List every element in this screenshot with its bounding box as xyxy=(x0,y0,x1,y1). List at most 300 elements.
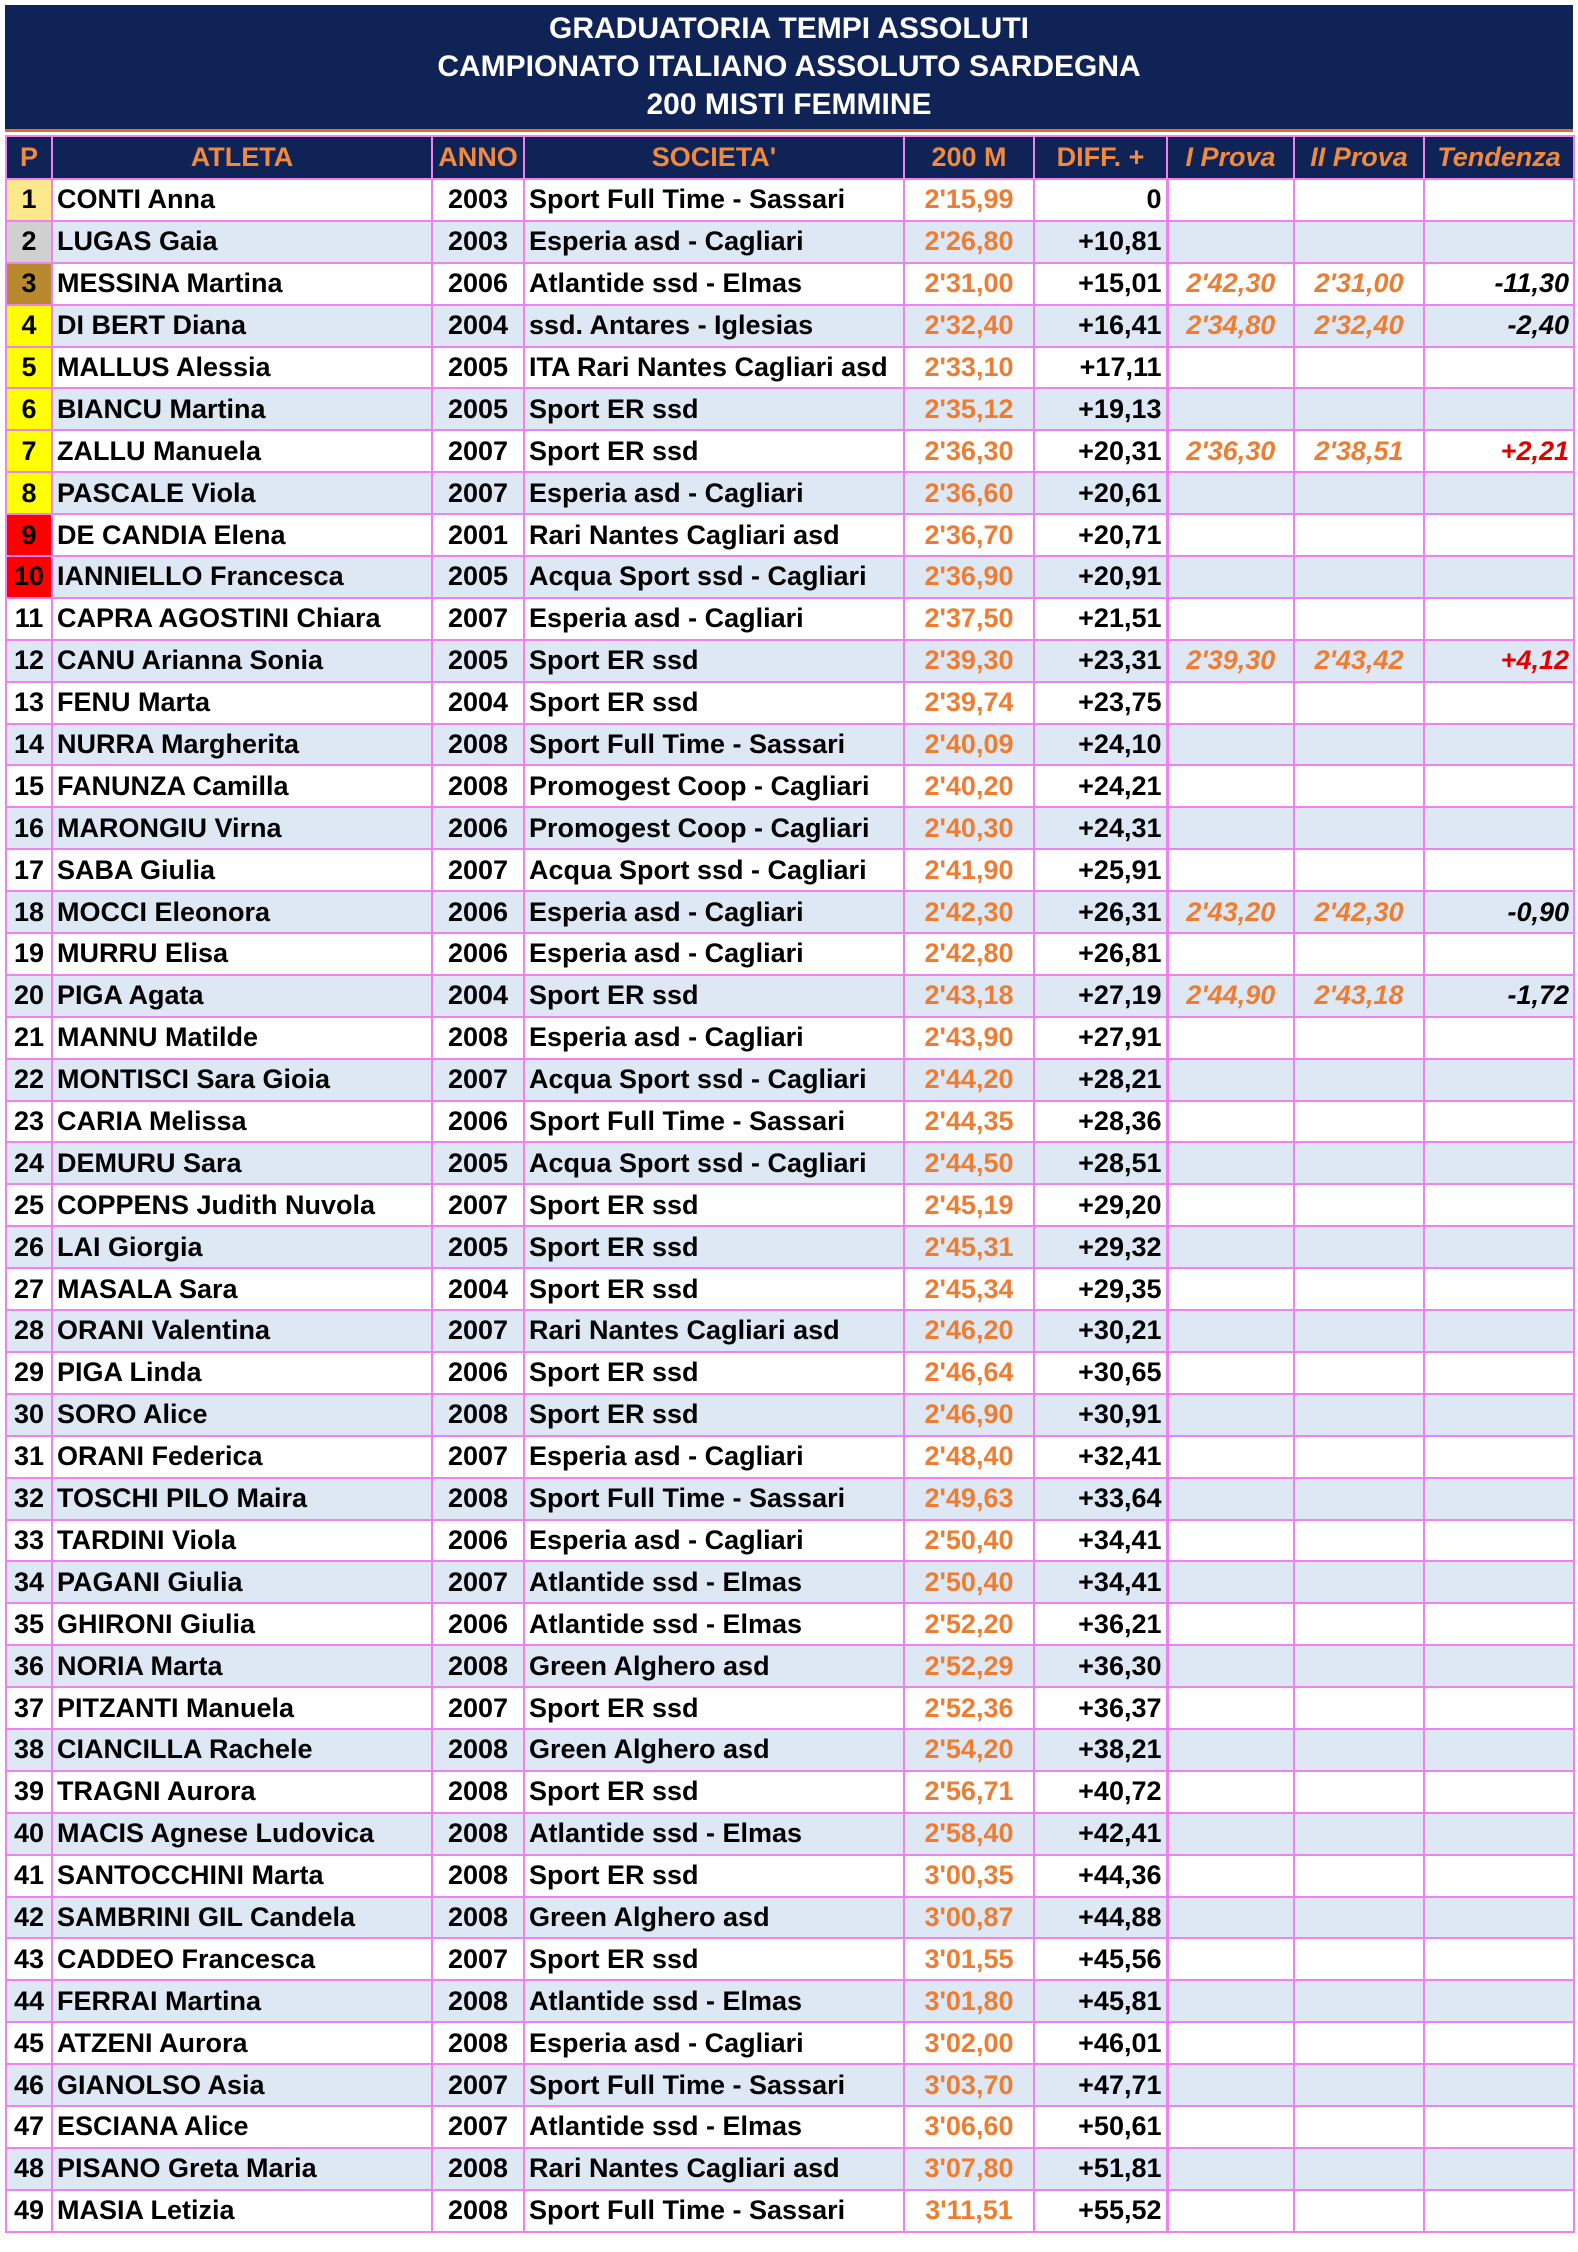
cell-athlete: ATZENI Aurora xyxy=(52,2022,432,2064)
cell-trend xyxy=(1424,1017,1574,1059)
cell-time: 2'32,40 xyxy=(904,305,1034,347)
cell-trend xyxy=(1424,2190,1574,2232)
table-row xyxy=(6,2022,1574,2064)
cell-society: Atlantide ssd - Elmas xyxy=(524,1980,904,2022)
cell-trend xyxy=(1424,2064,1574,2106)
cell-trend xyxy=(1424,765,1574,807)
cell-athlete: CARIA Melissa xyxy=(52,1101,432,1143)
cell-second-trial xyxy=(1294,849,1424,891)
cell-second-trial xyxy=(1294,514,1424,556)
cell-position: 9 xyxy=(6,514,52,556)
cell-time: 3'00,35 xyxy=(904,1855,1034,1897)
cell-year: 2006 xyxy=(432,1101,524,1143)
cell-diff: +45,56 xyxy=(1034,1938,1167,1980)
cell-second-trial xyxy=(1294,2148,1424,2190)
cell-athlete: DI BERT Diana xyxy=(52,305,432,347)
cell-time: 2'39,30 xyxy=(904,640,1034,682)
cell-diff: +24,21 xyxy=(1034,765,1167,807)
cell-athlete: CANU Arianna Sonia xyxy=(52,640,432,682)
cell-year: 2007 xyxy=(432,2106,524,2148)
cell-diff: +28,51 xyxy=(1034,1142,1167,1184)
cell-athlete: DE CANDIA Elena xyxy=(52,514,432,556)
cell-society: ssd. Antares - Iglesias xyxy=(524,305,904,347)
cell-second-trial xyxy=(1294,1310,1424,1352)
cell-diff: +20,61 xyxy=(1034,472,1167,514)
cell-second-trial xyxy=(1294,1771,1424,1813)
cell-year: 2008 xyxy=(432,1394,524,1436)
cell-year: 2004 xyxy=(432,682,524,724)
table-row xyxy=(6,1855,1574,1897)
cell-society: Acqua Sport ssd - Cagliari xyxy=(524,1059,904,1101)
cell-society: Sport Full Time - Sassari xyxy=(524,1101,904,1143)
column-header-row xyxy=(6,136,1574,179)
cell-athlete: LUGAS Gaia xyxy=(52,221,432,263)
cell-society: Sport ER ssd xyxy=(524,1394,904,1436)
cell-trend: -2,40 xyxy=(1424,305,1574,347)
cell-athlete: MASIA Letizia xyxy=(52,2190,432,2232)
cell-diff: +46,01 xyxy=(1034,2022,1167,2064)
cell-position: 2 xyxy=(6,221,52,263)
cell-position: 13 xyxy=(6,682,52,724)
cell-trend xyxy=(1424,347,1574,389)
cell-second-trial xyxy=(1294,1184,1424,1226)
cell-year: 2004 xyxy=(432,975,524,1017)
cell-first-trial xyxy=(1167,849,1294,891)
cell-athlete: ORANI Valentina xyxy=(52,1310,432,1352)
cell-diff: +32,41 xyxy=(1034,1436,1167,1478)
cell-athlete: DEMURU Sara xyxy=(52,1142,432,1184)
cell-athlete: MURRU Elisa xyxy=(52,933,432,975)
cell-second-trial xyxy=(1294,682,1424,724)
cell-second-trial: 2'43,18 xyxy=(1294,975,1424,1017)
cell-time: 2'50,40 xyxy=(904,1561,1034,1603)
cell-year: 2007 xyxy=(432,1938,524,1980)
cell-second-trial xyxy=(1294,472,1424,514)
table-row xyxy=(6,765,1574,807)
cell-first-trial: 2'34,80 xyxy=(1167,305,1294,347)
cell-year: 2008 xyxy=(432,1478,524,1520)
cell-first-trial xyxy=(1167,807,1294,849)
cell-athlete: GHIRONI Giulia xyxy=(52,1603,432,1645)
cell-trend xyxy=(1424,1813,1574,1855)
table-row xyxy=(6,891,1574,933)
col-position: P xyxy=(6,136,52,179)
cell-position: 25 xyxy=(6,1184,52,1226)
sheet-header xyxy=(5,5,1573,132)
cell-diff: +28,21 xyxy=(1034,1059,1167,1101)
cell-year: 2008 xyxy=(432,2148,524,2190)
cell-time: 2'43,90 xyxy=(904,1017,1034,1059)
cell-athlete: SABA Giulia xyxy=(52,849,432,891)
cell-position: 37 xyxy=(6,1687,52,1729)
cell-athlete: ESCIANA Alice xyxy=(52,2106,432,2148)
cell-diff: +36,37 xyxy=(1034,1687,1167,1729)
cell-athlete: PASCALE Viola xyxy=(52,472,432,514)
table-row xyxy=(6,598,1574,640)
cell-society: Sport ER ssd xyxy=(524,1687,904,1729)
cell-year: 2004 xyxy=(432,305,524,347)
cell-society: ITA Rari Nantes Cagliari asd xyxy=(524,347,904,389)
cell-second-trial xyxy=(1294,1813,1424,1855)
cell-time: 2'37,50 xyxy=(904,598,1034,640)
table-row xyxy=(6,1645,1574,1687)
cell-trend xyxy=(1424,556,1574,598)
table-row xyxy=(6,1352,1574,1394)
cell-second-trial xyxy=(1294,221,1424,263)
cell-diff: +45,81 xyxy=(1034,1980,1167,2022)
cell-trend xyxy=(1424,1980,1574,2022)
cell-position: 15 xyxy=(6,765,52,807)
cell-society: Esperia asd - Cagliari xyxy=(524,1520,904,1562)
cell-athlete: MONTISCI Sara Gioia xyxy=(52,1059,432,1101)
cell-trend: -1,72 xyxy=(1424,975,1574,1017)
cell-time: 2'56,71 xyxy=(904,1771,1034,1813)
cell-society: Acqua Sport ssd - Cagliari xyxy=(524,556,904,598)
cell-year: 2001 xyxy=(432,514,524,556)
cell-society: Atlantide ssd - Elmas xyxy=(524,263,904,305)
cell-society: Sport Full Time - Sassari xyxy=(524,2190,904,2232)
cell-society: Atlantide ssd - Elmas xyxy=(524,1561,904,1603)
cell-athlete: TARDINI Viola xyxy=(52,1520,432,1562)
cell-society: Sport ER ssd xyxy=(524,1184,904,1226)
cell-time: 3'03,70 xyxy=(904,2064,1034,2106)
cell-diff: +30,91 xyxy=(1034,1394,1167,1436)
cell-society: Rari Nantes Cagliari asd xyxy=(524,1310,904,1352)
cell-first-trial xyxy=(1167,1436,1294,1478)
cell-society: Esperia asd - Cagliari xyxy=(524,1017,904,1059)
cell-position: 21 xyxy=(6,1017,52,1059)
cell-time: 2'45,34 xyxy=(904,1268,1034,1310)
cell-year: 2006 xyxy=(432,933,524,975)
cell-first-trial xyxy=(1167,556,1294,598)
cell-society: Sport Full Time - Sassari xyxy=(524,724,904,766)
cell-year: 2007 xyxy=(432,598,524,640)
cell-first-trial xyxy=(1167,1771,1294,1813)
cell-athlete: MANNU Matilde xyxy=(52,1017,432,1059)
cell-first-trial xyxy=(1167,1520,1294,1562)
cell-trend xyxy=(1424,849,1574,891)
cell-trend xyxy=(1424,1603,1574,1645)
table-row xyxy=(6,556,1574,598)
cell-second-trial: 2'32,40 xyxy=(1294,305,1424,347)
cell-society: Sport ER ssd xyxy=(524,975,904,1017)
cell-athlete: PAGANI Giulia xyxy=(52,1561,432,1603)
cell-first-trial xyxy=(1167,2022,1294,2064)
cell-diff: +36,21 xyxy=(1034,1603,1167,1645)
cell-society: Green Alghero asd xyxy=(524,1897,904,1939)
cell-society: Sport Full Time - Sassari xyxy=(524,2064,904,2106)
table-row xyxy=(6,1729,1574,1771)
cell-trend xyxy=(1424,179,1574,221)
cell-diff: +27,19 xyxy=(1034,975,1167,1017)
cell-athlete: NURRA Margherita xyxy=(52,724,432,766)
cell-second-trial xyxy=(1294,2106,1424,2148)
cell-diff: +16,41 xyxy=(1034,305,1167,347)
cell-trend xyxy=(1424,2106,1574,2148)
cell-diff: +23,31 xyxy=(1034,640,1167,682)
cell-diff: +24,10 xyxy=(1034,724,1167,766)
cell-year: 2007 xyxy=(432,2064,524,2106)
cell-second-trial xyxy=(1294,765,1424,807)
cell-year: 2008 xyxy=(432,765,524,807)
cell-society: Acqua Sport ssd - Cagliari xyxy=(524,849,904,891)
cell-position: 26 xyxy=(6,1226,52,1268)
cell-time: 2'52,20 xyxy=(904,1603,1034,1645)
cell-first-trial xyxy=(1167,2148,1294,2190)
cell-first-trial xyxy=(1167,765,1294,807)
cell-second-trial xyxy=(1294,1855,1424,1897)
cell-time: 2'45,19 xyxy=(904,1184,1034,1226)
cell-second-trial xyxy=(1294,179,1424,221)
cell-athlete: LAI Giorgia xyxy=(52,1226,432,1268)
cell-time: 2'31,00 xyxy=(904,263,1034,305)
cell-position: 46 xyxy=(6,2064,52,2106)
cell-trend xyxy=(1424,1687,1574,1729)
cell-second-trial xyxy=(1294,388,1424,430)
cell-diff: +20,71 xyxy=(1034,514,1167,556)
cell-time: 2'39,74 xyxy=(904,682,1034,724)
cell-time: 2'42,80 xyxy=(904,933,1034,975)
cell-position: 18 xyxy=(6,891,52,933)
cell-second-trial xyxy=(1294,807,1424,849)
cell-trend xyxy=(1424,1184,1574,1226)
cell-second-trial xyxy=(1294,724,1424,766)
cell-year: 2006 xyxy=(432,1520,524,1562)
cell-second-trial xyxy=(1294,1938,1424,1980)
cell-second-trial xyxy=(1294,1352,1424,1394)
cell-athlete: GIANOLSO Asia xyxy=(52,2064,432,2106)
cell-first-trial xyxy=(1167,1226,1294,1268)
table-row xyxy=(6,1897,1574,1939)
table-row xyxy=(6,849,1574,891)
cell-year: 2007 xyxy=(432,849,524,891)
table-row xyxy=(6,2064,1574,2106)
cell-first-trial xyxy=(1167,1645,1294,1687)
cell-second-trial xyxy=(1294,598,1424,640)
table-row xyxy=(6,388,1574,430)
cell-first-trial: 2'42,30 xyxy=(1167,263,1294,305)
cell-first-trial xyxy=(1167,1142,1294,1184)
cell-trend xyxy=(1424,1059,1574,1101)
cell-year: 2004 xyxy=(432,1268,524,1310)
cell-second-trial xyxy=(1294,1268,1424,1310)
cell-position: 23 xyxy=(6,1101,52,1143)
cell-first-trial xyxy=(1167,2106,1294,2148)
cell-trend xyxy=(1424,2022,1574,2064)
cell-position: 31 xyxy=(6,1436,52,1478)
cell-second-trial: 2'31,00 xyxy=(1294,263,1424,305)
cell-time: 2'26,80 xyxy=(904,221,1034,263)
cell-second-trial xyxy=(1294,556,1424,598)
table-row xyxy=(6,1394,1574,1436)
cell-society: Sport Full Time - Sassari xyxy=(524,1478,904,1520)
cell-trend: -0,90 xyxy=(1424,891,1574,933)
cell-year: 2003 xyxy=(432,179,524,221)
cell-second-trial xyxy=(1294,2022,1424,2064)
table-row xyxy=(6,1603,1574,1645)
cell-time: 3'02,00 xyxy=(904,2022,1034,2064)
cell-athlete: ORANI Federica xyxy=(52,1436,432,1478)
cell-time: 3'07,80 xyxy=(904,2148,1034,2190)
cell-trend: -11,30 xyxy=(1424,263,1574,305)
cell-second-trial xyxy=(1294,1729,1424,1771)
cell-first-trial xyxy=(1167,1561,1294,1603)
cell-second-trial xyxy=(1294,1394,1424,1436)
table-row xyxy=(6,640,1574,682)
cell-diff: +27,91 xyxy=(1034,1017,1167,1059)
cell-society: Rari Nantes Cagliari asd xyxy=(524,514,904,556)
cell-position: 8 xyxy=(6,472,52,514)
cell-time: 2'50,40 xyxy=(904,1520,1034,1562)
cell-first-trial: 2'43,20 xyxy=(1167,891,1294,933)
cell-first-trial: 2'36,30 xyxy=(1167,430,1294,472)
cell-second-trial xyxy=(1294,1520,1424,1562)
table-row xyxy=(6,1142,1574,1184)
cell-trend xyxy=(1424,1310,1574,1352)
cell-time: 2'36,90 xyxy=(904,556,1034,598)
table-row xyxy=(6,1520,1574,1562)
cell-first-trial xyxy=(1167,1855,1294,1897)
cell-athlete: PITZANTI Manuela xyxy=(52,1687,432,1729)
cell-athlete: CADDEO Francesca xyxy=(52,1938,432,1980)
table-row xyxy=(6,514,1574,556)
cell-position: 43 xyxy=(6,1938,52,1980)
cell-position: 24 xyxy=(6,1142,52,1184)
cell-position: 47 xyxy=(6,2106,52,2148)
cell-position: 44 xyxy=(6,1980,52,2022)
col-diff: DIFF. + xyxy=(1034,136,1167,179)
cell-first-trial xyxy=(1167,1101,1294,1143)
cell-time: 2'40,30 xyxy=(904,807,1034,849)
cell-time: 2'46,90 xyxy=(904,1394,1034,1436)
cell-year: 2008 xyxy=(432,1897,524,1939)
table-row xyxy=(6,975,1574,1017)
cell-society: Acqua Sport ssd - Cagliari xyxy=(524,1142,904,1184)
col-time: 200 M xyxy=(904,136,1034,179)
cell-position: 22 xyxy=(6,1059,52,1101)
cell-first-trial xyxy=(1167,1980,1294,2022)
table-row xyxy=(6,1059,1574,1101)
cell-time: 2'36,70 xyxy=(904,514,1034,556)
cell-year: 2005 xyxy=(432,556,524,598)
cell-year: 2008 xyxy=(432,1017,524,1059)
cell-time: 2'36,30 xyxy=(904,430,1034,472)
cell-position: 40 xyxy=(6,1813,52,1855)
cell-year: 2006 xyxy=(432,1603,524,1645)
cell-year: 2005 xyxy=(432,347,524,389)
cell-first-trial xyxy=(1167,1017,1294,1059)
cell-diff: +17,11 xyxy=(1034,347,1167,389)
cell-first-trial xyxy=(1167,221,1294,263)
header-event: 200 MISTI FEMMINE xyxy=(646,88,932,121)
cell-athlete: FERRAI Martina xyxy=(52,1980,432,2022)
cell-diff: +28,36 xyxy=(1034,1101,1167,1143)
table-row xyxy=(6,1184,1574,1226)
cell-year: 2005 xyxy=(432,640,524,682)
cell-second-trial xyxy=(1294,1897,1424,1939)
cell-second-trial xyxy=(1294,1226,1424,1268)
cell-position: 41 xyxy=(6,1855,52,1897)
cell-year: 2007 xyxy=(432,1561,524,1603)
results-body xyxy=(6,179,1574,2232)
table-row xyxy=(6,1813,1574,1855)
cell-trend xyxy=(1424,1645,1574,1687)
cell-year: 2008 xyxy=(432,1855,524,1897)
cell-society: Esperia asd - Cagliari xyxy=(524,933,904,975)
cell-year: 2007 xyxy=(432,1310,524,1352)
cell-society: Green Alghero asd xyxy=(524,1729,904,1771)
cell-first-trial xyxy=(1167,179,1294,221)
cell-year: 2008 xyxy=(432,1771,524,1813)
cell-position: 39 xyxy=(6,1771,52,1813)
cell-athlete: PIGA Agata xyxy=(52,975,432,1017)
cell-trend xyxy=(1424,724,1574,766)
cell-trend xyxy=(1424,1436,1574,1478)
cell-time: 2'44,35 xyxy=(904,1101,1034,1143)
cell-second-trial: 2'43,42 xyxy=(1294,640,1424,682)
cell-first-trial xyxy=(1167,1603,1294,1645)
cell-society: Esperia asd - Cagliari xyxy=(524,598,904,640)
cell-trend xyxy=(1424,472,1574,514)
cell-diff: +26,81 xyxy=(1034,933,1167,975)
cell-time: 3'01,55 xyxy=(904,1938,1034,1980)
cell-athlete: SORO Alice xyxy=(52,1394,432,1436)
cell-athlete: FENU Marta xyxy=(52,682,432,724)
cell-position: 32 xyxy=(6,1478,52,1520)
cell-society: Sport ER ssd xyxy=(524,682,904,724)
cell-time: 2'33,10 xyxy=(904,347,1034,389)
cell-society: Sport ER ssd xyxy=(524,640,904,682)
cell-second-trial xyxy=(1294,1142,1424,1184)
cell-diff: +44,88 xyxy=(1034,1897,1167,1939)
table-row xyxy=(6,263,1574,305)
cell-time: 2'46,64 xyxy=(904,1352,1034,1394)
cell-second-trial xyxy=(1294,1687,1424,1729)
cell-position: 30 xyxy=(6,1394,52,1436)
cell-diff: +23,75 xyxy=(1034,682,1167,724)
cell-position: 10 xyxy=(6,556,52,598)
cell-athlete: MACIS Agnese Ludovica xyxy=(52,1813,432,1855)
cell-diff: +50,61 xyxy=(1034,2106,1167,2148)
cell-athlete: CONTI Anna xyxy=(52,179,432,221)
cell-time: 3'01,80 xyxy=(904,1980,1034,2022)
cell-year: 2003 xyxy=(432,221,524,263)
results-sheet xyxy=(5,5,1573,2247)
cell-time: 2'52,36 xyxy=(904,1687,1034,1729)
cell-diff: +44,36 xyxy=(1034,1855,1167,1897)
cell-diff: +34,41 xyxy=(1034,1520,1167,1562)
cell-diff: +38,21 xyxy=(1034,1729,1167,1771)
table-row xyxy=(6,1310,1574,1352)
cell-position: 33 xyxy=(6,1520,52,1562)
cell-trend xyxy=(1424,682,1574,724)
cell-society: Green Alghero asd xyxy=(524,1645,904,1687)
cell-diff: +36,30 xyxy=(1034,1645,1167,1687)
table-row xyxy=(6,1687,1574,1729)
cell-second-trial xyxy=(1294,1017,1424,1059)
cell-diff: +33,64 xyxy=(1034,1478,1167,1520)
cell-athlete: ZALLU Manuela xyxy=(52,430,432,472)
cell-athlete: MESSINA Martina xyxy=(52,263,432,305)
cell-diff: +20,31 xyxy=(1034,430,1167,472)
cell-society: Sport ER ssd xyxy=(524,430,904,472)
cell-time: 2'41,90 xyxy=(904,849,1034,891)
cell-athlete: PISANO Greta Maria xyxy=(52,2148,432,2190)
cell-first-trial xyxy=(1167,347,1294,389)
cell-trend xyxy=(1424,1226,1574,1268)
cell-year: 2006 xyxy=(432,891,524,933)
cell-position: 27 xyxy=(6,1268,52,1310)
